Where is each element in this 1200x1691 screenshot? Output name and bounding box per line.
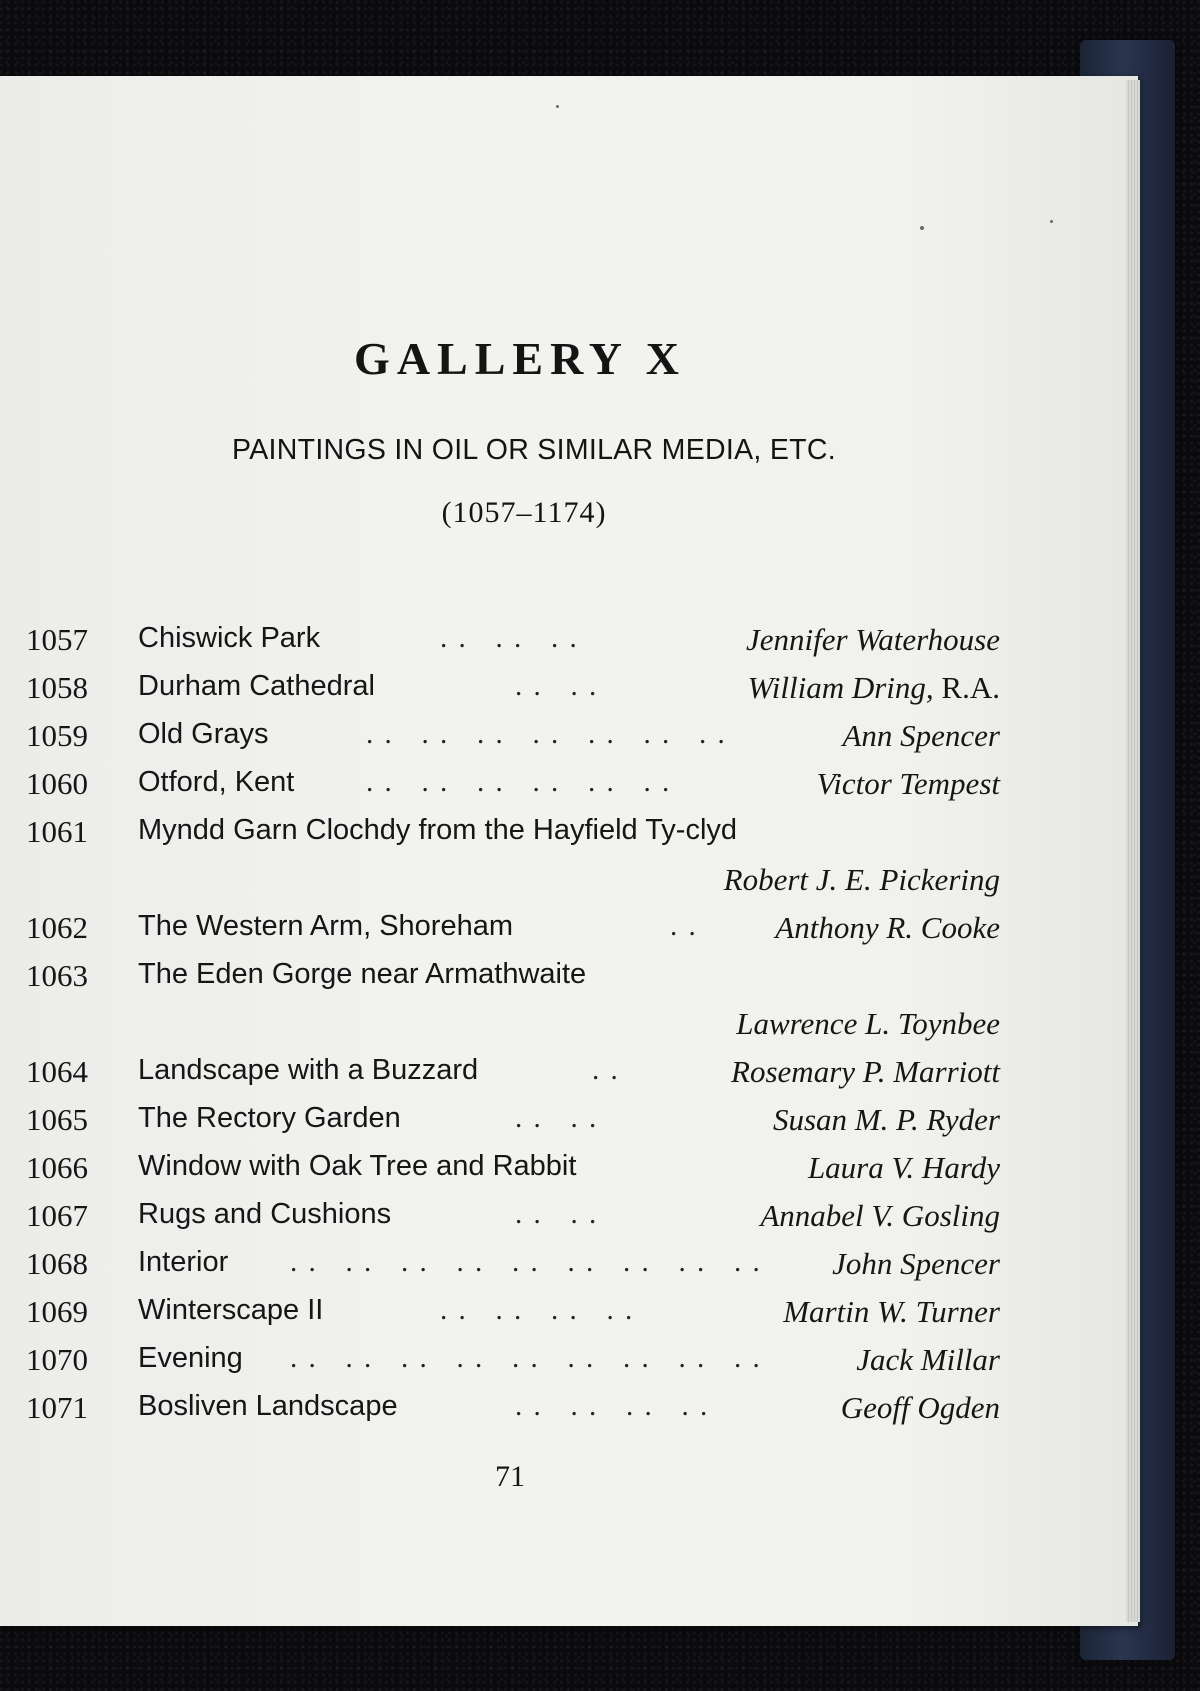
catalogue-entry <box>0 1102 1000 1146</box>
entry-number: 1059 <box>26 718 88 753</box>
entry-number: 1068 <box>26 1246 88 1281</box>
entry-title: The Western Arm, Shoreham <box>138 910 514 942</box>
leader-dots: . . . . . . . . . . . . . . <box>366 718 727 750</box>
page-stack-edge <box>1126 80 1140 1622</box>
entry-number: 1057 <box>26 622 88 657</box>
entry-title: Bosliven Landscape <box>138 1390 398 1422</box>
paper-speck <box>1050 220 1053 223</box>
entry-number: 1058 <box>26 670 88 705</box>
entry-title: Winterscape II <box>138 1294 324 1326</box>
entry-number: 1064 <box>26 1054 88 1089</box>
leader-dots: . . . . <box>515 670 599 702</box>
entry-title: Evening <box>138 1342 243 1374</box>
entry-title: Durham Cathedral <box>138 670 375 702</box>
entry-number: 1062 <box>26 910 88 945</box>
entry-number: 1069 <box>26 1294 88 1329</box>
entry-number: 1067 <box>26 1198 88 1233</box>
catalogue-entry <box>0 910 1000 954</box>
entry-artist: Ann Spencer <box>842 718 1000 753</box>
entry-number: 1063 <box>26 958 88 993</box>
catalogue-entry <box>0 1054 1000 1098</box>
catalogue-entry <box>0 1246 1000 1290</box>
entry-title: Chiswick Park <box>138 622 321 654</box>
leader-dots: . . . . . . <box>440 622 579 654</box>
entry-title: Interior <box>138 1246 229 1278</box>
catalogue-entry-continuation <box>0 862 1000 906</box>
paper-speck <box>920 226 924 230</box>
section-subtitle: PAINTINGS IN OIL OR SIMILAR MEDIA, ETC. <box>232 434 836 466</box>
entry-artist: Jennifer Waterhouse <box>746 622 1000 657</box>
entry-artist: William Dring, R.A. <box>747 670 1000 705</box>
catalogue-entry <box>0 622 1000 666</box>
catalogue-range: (1057–1174) <box>441 496 607 529</box>
entry-artist: Rosemary P. Marriott <box>731 1054 1000 1089</box>
entry-artist: Victor Tempest <box>816 766 1000 801</box>
leader-dots: . . <box>670 910 698 942</box>
leader-dots: . . . . . . . . . . . . . . . . . . <box>290 1342 762 1374</box>
entry-title: Rugs and Cushions <box>138 1198 392 1230</box>
catalogue-entry <box>0 1294 1000 1338</box>
entry-title: Otford, Kent <box>138 766 295 798</box>
paper-speck <box>556 105 559 108</box>
entry-title: Landscape with a Buzzard <box>138 1054 479 1086</box>
entry-artist: Jack Millar <box>856 1342 1000 1377</box>
entry-number: 1065 <box>26 1102 88 1137</box>
gallery-title: GALLERY X <box>354 333 686 384</box>
entry-artist: Geoff Ogden <box>840 1390 1000 1425</box>
entry-number: 1071 <box>26 1390 88 1425</box>
catalogue-entry <box>0 1198 1000 1242</box>
entry-title: Myndd Garn Clochdy from the Hayfield Ty-clyd <box>138 814 738 846</box>
entry-artist: Martin W. Turner <box>783 1294 1000 1329</box>
entry-artist: Robert J. E. Pickering <box>723 862 1000 897</box>
catalogue-entry <box>0 958 1000 1002</box>
leader-dots: . . <box>592 1054 620 1086</box>
catalogue-entry <box>0 718 1000 762</box>
catalogue-entry <box>0 814 1000 858</box>
catalogue-entry <box>0 1390 1000 1434</box>
entry-number: 1070 <box>26 1342 88 1377</box>
leader-dots: . . . . . . . . <box>515 1390 710 1422</box>
entry-number: 1060 <box>26 766 88 801</box>
catalogue-entry <box>0 766 1000 810</box>
catalogue-entry-continuation <box>0 1006 1000 1050</box>
entry-number: 1061 <box>26 814 88 849</box>
entry-title: The Eden Gorge near Armathwaite <box>138 958 587 990</box>
entry-title: Window with Oak Tree and Rabbit <box>138 1150 577 1182</box>
entry-number: 1066 <box>26 1150 88 1185</box>
leader-dots: . . . . . . . . . . . . . . . . . . <box>290 1246 762 1278</box>
catalogue-entry <box>0 670 1000 714</box>
leader-dots: . . . . . . . . <box>440 1294 635 1326</box>
entry-artist: Lawrence L. Toynbee <box>736 1006 1000 1041</box>
entry-artist: Annabel V. Gosling <box>760 1198 1000 1233</box>
entry-artist: John Spencer <box>832 1246 1000 1281</box>
leader-dots: . . . . <box>515 1198 599 1230</box>
entry-artist: Anthony R. Cooke <box>775 910 1000 945</box>
entry-title: Old Grays <box>138 718 269 750</box>
entry-title: The Rectory Garden <box>138 1102 401 1134</box>
catalogue-entry <box>0 1342 1000 1386</box>
catalogue-entry <box>0 1150 1000 1194</box>
leader-dots: . . . . <box>515 1102 599 1134</box>
leader-dots: . . . . . . . . . . . . <box>366 766 672 798</box>
page-number: 71 <box>495 1460 525 1493</box>
entry-artist: Susan M. P. Ryder <box>772 1102 1000 1137</box>
entry-artist: Laura V. Hardy <box>807 1150 1000 1185</box>
